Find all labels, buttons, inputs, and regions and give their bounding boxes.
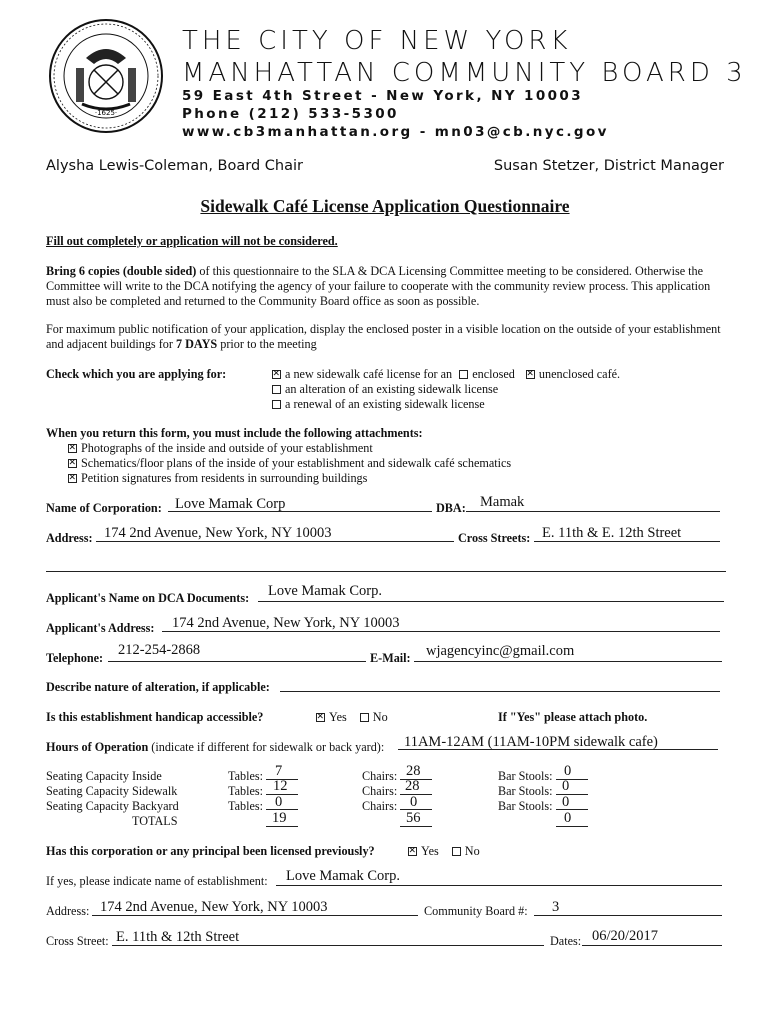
seating-inside-label: Seating Capacity Inside — [46, 769, 162, 783]
hours-label: Hours of Operation — [46, 740, 149, 754]
previous-license-label: Has this corporation or any principal been licensed previously? — [46, 844, 375, 858]
handicap-options — [316, 710, 388, 725]
seating-backyard-label: Seating Capacity Backyard — [46, 799, 179, 813]
handicap-yes-checkbox[interactable] — [316, 713, 325, 722]
tables-label: Tables: — [228, 784, 264, 798]
stools-backyard-value: 0 — [562, 794, 570, 810]
bar-stools-label: Bar Stools: — [498, 769, 553, 783]
header-city: THE CITY OF NEW YORK — [182, 26, 572, 56]
attachments-label: When you return this form, you must include the following attachments: — [46, 426, 423, 440]
tables-sidewalk-value: 12 — [273, 778, 288, 794]
unenclosed-label: unenclosed café. — [538, 367, 621, 381]
applicant-address-label: Applicant's Address: — [46, 621, 155, 635]
tables-inside-value: 7 — [275, 763, 283, 779]
chairs-label: Chairs: — [362, 784, 398, 798]
telephone-value: 212-254-2868 — [118, 642, 201, 658]
form-title: Sidewalk Café License Application Questionnaire — [200, 196, 570, 216]
stools-inside-field[interactable] — [556, 765, 588, 780]
photos-label: Photographs of the inside and outside of your establishment — [81, 441, 373, 455]
applicant-name-label: Applicant's Name on DCA Documents: — [46, 591, 250, 605]
bar-stools-label: Bar Stools: — [498, 799, 553, 813]
community-board-field[interactable] — [534, 901, 722, 916]
seating-totals-label: TOTALS — [132, 814, 178, 828]
previous-license-options — [408, 844, 480, 859]
cross-streets-value: E. 11th & E. 12th Street — [542, 525, 682, 541]
header-board: MANHATTAN COMMUNITY BOARD 3 — [182, 58, 747, 88]
tables-label: Tables: — [228, 799, 264, 813]
option-alteration — [272, 382, 498, 397]
handicap-no-label: No — [372, 710, 388, 724]
stools-inside-value: 0 — [564, 763, 572, 779]
unenclosed-checkbox[interactable] — [526, 370, 535, 379]
establishment-name-value: Love Mamak Corp. — [286, 868, 400, 884]
stools-backyard-field[interactable] — [556, 795, 588, 810]
chairs-label: Chairs: — [362, 769, 398, 783]
chairs-total-value: 56 — [406, 810, 421, 826]
bring-copies-text: of this questionnaire to the SLA & DCA Licensing Committee meeting to be considered. Otherwise the Committee will write to the DCA notifying the agency of your failure to cooperate with the community review process. This application must also be completed and returned to the Community Board office as soon as possible. — [46, 264, 711, 308]
dba-value: Mamak — [480, 494, 525, 510]
enclosed-label: enclosed — [472, 367, 515, 381]
telephone-label: Telephone: — [46, 651, 104, 665]
chairs-sidewalk-value: 28 — [405, 778, 420, 794]
stools-sidewalk-field[interactable] — [556, 780, 588, 795]
handicap-label: Is this establishment handicap accessible? — [46, 710, 264, 724]
chairs-backyard-value: 0 — [410, 794, 418, 810]
seal-year: ·1625· — [94, 109, 118, 117]
new-license-checkbox[interactable] — [272, 370, 281, 379]
corporation-label: Name of Corporation: — [46, 501, 162, 515]
notice-paragraph — [46, 322, 726, 352]
address-label: Address: — [46, 531, 93, 545]
attachment-schematics — [68, 456, 511, 471]
prev-address-value: 174 2nd Avenue, New York, NY 10003 — [100, 899, 328, 915]
stools-sidewalk-value: 0 — [562, 778, 570, 794]
applicant-name-value: Love Mamak Corp. — [268, 583, 382, 599]
tables-backyard-value: 0 — [275, 794, 283, 810]
email-label: E-Mail: — [370, 651, 411, 665]
photos-checkbox[interactable] — [68, 444, 77, 453]
instructions-paragraph — [46, 264, 726, 309]
warning-text: Fill out completely or application will not be considered. — [46, 234, 338, 248]
prev-cross-street-label: Cross Street: — [46, 934, 109, 948]
prev-address-label: Address: — [46, 904, 90, 918]
district-manager: Susan Stetzer, District Manager — [493, 158, 724, 174]
board-chair: Alysha Lewis-Coleman, Board Chair — [46, 158, 303, 174]
address-value: 174 2nd Avenue, New York, NY 10003 — [104, 525, 332, 541]
schematics-checkbox[interactable] — [68, 459, 77, 468]
option-new-license — [272, 367, 620, 382]
city-seal-logo — [48, 18, 164, 134]
cross-streets-label: Cross Streets: — [458, 531, 531, 545]
hours-label-group — [46, 740, 384, 755]
applying-for-label: Check which you are applying for: — [46, 367, 227, 381]
hours-note: (indicate if different for sidewalk or back yard): — [148, 740, 385, 754]
bar-stools-label: Bar Stools: — [498, 784, 553, 798]
previous-no-checkbox[interactable] — [452, 847, 461, 856]
corporation-value: Love Mamak Corp — [175, 496, 286, 512]
stools-total-value: 0 — [564, 810, 572, 826]
bring-copies-bold: Bring 6 copies (double sided) — [46, 264, 197, 278]
alteration-description-label: Describe nature of alteration, if applicable: — [46, 680, 270, 694]
alteration-checkbox[interactable] — [272, 385, 281, 394]
dba-label: DBA: — [436, 501, 466, 515]
address-continuation-line[interactable] — [46, 557, 726, 572]
renewal-label: a renewal of an existing sidewalk license — [285, 397, 485, 411]
tables-label: Tables: — [228, 769, 264, 783]
dates-label: Dates: — [550, 934, 582, 948]
previous-yes-checkbox[interactable] — [408, 847, 417, 856]
stools-total-field[interactable] — [556, 812, 588, 827]
community-board-label: Community Board #: — [424, 904, 528, 918]
establishment-name-label: If yes, please indicate name of establishment: — [46, 874, 268, 888]
tables-total-value: 19 — [272, 810, 287, 826]
enclosed-checkbox[interactable] — [459, 370, 468, 379]
dates-value: 06/20/2017 — [592, 928, 659, 944]
attachment-petition — [68, 471, 367, 486]
chairs-inside-value: 28 — [406, 763, 421, 779]
photo-note: If "Yes" please attach photo. — [498, 710, 648, 724]
renewal-checkbox[interactable] — [272, 400, 281, 409]
schematics-label: Schematics/floor plans of the inside of your establishment and sidewalk café schematics — [81, 456, 512, 470]
chairs-label: Chairs: — [362, 799, 398, 813]
petition-checkbox[interactable] — [68, 474, 77, 483]
seating-sidewalk-label: Seating Capacity Sidewalk — [46, 784, 178, 798]
handicap-yes-label: Yes — [329, 710, 347, 724]
email-value: wjagencyinc@gmail.com — [426, 643, 575, 659]
header-web: www.cb3manhattan.org - mn03@cb.nyc.gov — [182, 124, 609, 140]
header-phone: Phone (212) 533-5300 — [182, 106, 399, 122]
new-license-label: a new sidewalk café license for an — [285, 367, 453, 381]
previous-yes-label: Yes — [421, 844, 439, 858]
notice-text-a: For maximum public notification of your application, display the enclosed poster in a visible location on the outside of your establishment and adjacent buildings for — [46, 322, 721, 351]
header-address: 59 East 4th Street - New York, NY 10003 — [182, 88, 584, 104]
petition-label: Petition signatures from residents in surrounding buildings — [81, 471, 368, 485]
alteration-description-field[interactable] — [280, 677, 720, 692]
previous-no-label: No — [464, 844, 480, 858]
handicap-no-checkbox[interactable] — [360, 713, 369, 722]
prev-cross-street-value: E. 11th & 12th Street — [116, 929, 240, 945]
attachment-photos — [68, 441, 373, 456]
notice-text-b: prior to the meeting — [217, 337, 317, 351]
alteration-label: an alteration of an existing sidewalk license — [285, 382, 499, 396]
community-board-value: 3 — [552, 899, 560, 915]
applicant-address-value: 174 2nd Avenue, New York, NY 10003 — [172, 615, 400, 631]
notice-days: 7 DAYS — [175, 337, 218, 351]
hours-value: 11AM-12AM (11AM-10PM sidewalk cafe) — [404, 734, 658, 750]
option-renewal — [272, 397, 485, 412]
